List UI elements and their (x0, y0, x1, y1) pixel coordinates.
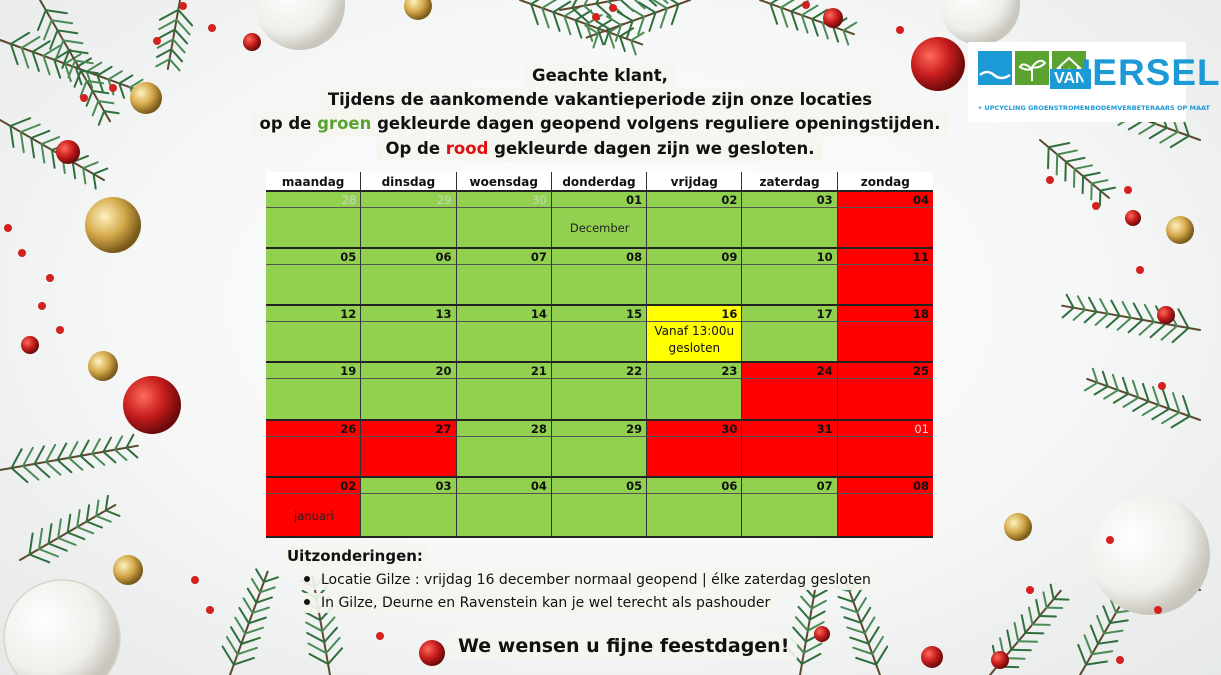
day-number: 06 (435, 250, 452, 264)
day-cell (552, 421, 647, 478)
day-number: 01 (914, 422, 929, 436)
intro-greeting: Geachte klant, (0, 64, 1200, 88)
day-cell (266, 363, 361, 421)
divider (457, 378, 551, 379)
day-number: 21 (530, 364, 547, 378)
day-cell (838, 421, 933, 478)
divider (838, 378, 933, 379)
divider (647, 436, 741, 437)
header-sunday: zondag (838, 172, 933, 192)
divider (361, 207, 455, 208)
divider (838, 207, 933, 208)
divider (742, 436, 836, 437)
divider (266, 264, 360, 265)
day-number: 08 (626, 250, 643, 264)
bullet-icon (304, 576, 310, 582)
day-number: 08 (912, 479, 929, 493)
day-cell (266, 192, 361, 249)
day-cell (361, 478, 456, 538)
bullet-icon (304, 599, 310, 605)
day-number: 09 (721, 250, 738, 264)
day-number: 03 (435, 479, 452, 493)
day-cell (552, 478, 647, 538)
plant-icon (1015, 51, 1049, 85)
day-number: 06 (721, 479, 738, 493)
day-number: 02 (340, 479, 357, 493)
day-cell (838, 478, 933, 538)
divider (361, 264, 455, 265)
day-number: 17 (816, 307, 833, 321)
logo-name: IERSEL (1081, 52, 1221, 93)
day-cell (457, 363, 552, 421)
day-number: 28 (341, 193, 357, 207)
day-number: 29 (626, 422, 643, 436)
header-tuesday: dinsdag (361, 172, 456, 192)
divider (838, 321, 933, 322)
day-cell (457, 306, 552, 363)
exception-item: In Gilze, Deurne en Ravenstein kan je wel terecht als pashouder (300, 593, 776, 613)
calendar-week (266, 249, 933, 306)
divider (361, 321, 455, 322)
day-number: 15 (626, 307, 643, 321)
divider (552, 321, 646, 322)
day-cell (742, 363, 837, 421)
day-number: 04 (912, 193, 929, 207)
day-number: 30 (532, 193, 547, 207)
day-number: 07 (530, 250, 547, 264)
day-cell (552, 363, 647, 421)
calendar-week (266, 421, 933, 478)
header-saturday: zaterdag (742, 172, 837, 192)
intro-line-3: op de groen gekleurde dagen geopend volgens reguliere openingstijden. (0, 112, 1200, 136)
day-number: 16 (721, 307, 738, 321)
day-cell (457, 421, 552, 478)
day-cell (361, 249, 456, 306)
day-number: 05 (626, 479, 643, 493)
van-iersel-logo (968, 42, 1221, 122)
divider (266, 321, 360, 322)
day-cell (361, 363, 456, 421)
day-number: 19 (340, 364, 357, 378)
day-cell (838, 306, 933, 363)
day-number: 23 (721, 364, 738, 378)
calendar-week (266, 306, 933, 363)
divider (742, 378, 836, 379)
calendar-week (266, 478, 933, 538)
divider (742, 321, 836, 322)
day-cell (647, 249, 742, 306)
divider (457, 493, 551, 494)
day-cell (457, 192, 552, 249)
water-icon (978, 51, 1012, 85)
intro-line-4: Op de rood gekleurde dagen zijn we gesloten. (0, 137, 1200, 161)
divider (647, 493, 741, 494)
day-number: 12 (340, 307, 357, 321)
month-label: December (569, 221, 630, 235)
day-cell (552, 249, 647, 306)
divider (552, 493, 646, 494)
header-wednesday: woensdag (457, 172, 552, 192)
day-number: 22 (626, 364, 643, 378)
partial-closing-note: Vanaf 13:00u gesloten (654, 324, 735, 355)
day-number: 27 (435, 422, 452, 436)
day-number: 25 (912, 364, 929, 378)
divider (266, 207, 360, 208)
day-cell (552, 192, 647, 249)
divider (552, 378, 646, 379)
divider (457, 321, 551, 322)
day-cell (266, 478, 361, 538)
day-cell (647, 478, 742, 538)
header-monday: maandag (266, 172, 361, 192)
exceptions-title: Uitzonderingen: (281, 546, 429, 566)
day-number: 03 (816, 193, 833, 207)
divider (552, 207, 646, 208)
divider (457, 207, 551, 208)
green-keyword: groen (317, 114, 372, 133)
divider (742, 493, 836, 494)
day-number: 31 (816, 422, 833, 436)
red-keyword: rood (445, 139, 489, 158)
holiday-calendar (266, 172, 933, 538)
day-cell (647, 192, 742, 249)
header-thursday: donderdag (552, 172, 647, 192)
day-cell (266, 249, 361, 306)
day-number: 26 (340, 422, 357, 436)
divider (361, 436, 455, 437)
day-cell (361, 306, 456, 363)
day-cell (647, 421, 742, 478)
day-number: 29 (436, 193, 452, 207)
day-cell (647, 306, 742, 363)
divider (647, 207, 741, 208)
day-number: 14 (530, 307, 547, 321)
divider (647, 378, 741, 379)
day-cell (838, 363, 933, 421)
logo-tagline-1: • UPCYCLING GROENSTROMEN (978, 104, 1090, 112)
divider (647, 321, 741, 322)
day-cell (552, 306, 647, 363)
day-cell (742, 478, 837, 538)
divider (552, 436, 646, 437)
day-number: 05 (340, 250, 357, 264)
divider (838, 436, 933, 437)
day-number: 18 (912, 307, 929, 321)
day-cell (742, 192, 837, 249)
divider (361, 378, 455, 379)
day-number: 07 (816, 479, 833, 493)
calendar-week (266, 363, 933, 421)
day-cell (742, 249, 837, 306)
divider (266, 493, 360, 494)
logo-van: VAN (1050, 69, 1091, 89)
logo-tagline-2: • BODEMVERBETERAARS OP MAAT (1084, 104, 1210, 112)
divider (457, 436, 551, 437)
day-cell (742, 306, 837, 363)
calendar-week (266, 192, 933, 249)
divider (838, 264, 933, 265)
day-cell (361, 192, 456, 249)
day-cell (457, 249, 552, 306)
day-cell (838, 192, 933, 249)
divider (266, 436, 360, 437)
intro-line-2: Tijdens de aankomende vakantieperiode zijn onze locaties (0, 88, 1200, 112)
day-number: 30 (721, 422, 738, 436)
day-cell (266, 306, 361, 363)
header-friday: vrijdag (647, 172, 742, 192)
day-cell (266, 421, 361, 478)
divider (552, 264, 646, 265)
day-number: 10 (816, 250, 833, 264)
day-number: 04 (530, 479, 547, 493)
exception-item: Locatie Gilze : vrijdag 16 december normaal geopend | élke zaterdag gesloten (300, 570, 877, 590)
day-cell (361, 421, 456, 478)
day-number: 20 (435, 364, 452, 378)
divider (361, 493, 455, 494)
day-number: 24 (816, 364, 833, 378)
day-number: 02 (721, 193, 738, 207)
day-number: 01 (626, 193, 643, 207)
divider (742, 264, 836, 265)
season-greeting: We wensen u fijne feestdagen! (450, 633, 797, 659)
day-cell (647, 363, 742, 421)
divider (647, 264, 741, 265)
divider (266, 378, 360, 379)
day-number: 11 (912, 250, 929, 264)
weekday-header (266, 172, 933, 192)
divider (457, 264, 551, 265)
divider (742, 207, 836, 208)
day-number: 28 (530, 422, 547, 436)
day-number: 13 (435, 307, 452, 321)
day-cell (457, 478, 552, 538)
divider (838, 493, 933, 494)
day-cell (742, 421, 837, 478)
day-cell (838, 249, 933, 306)
month-label: januari (294, 509, 334, 523)
